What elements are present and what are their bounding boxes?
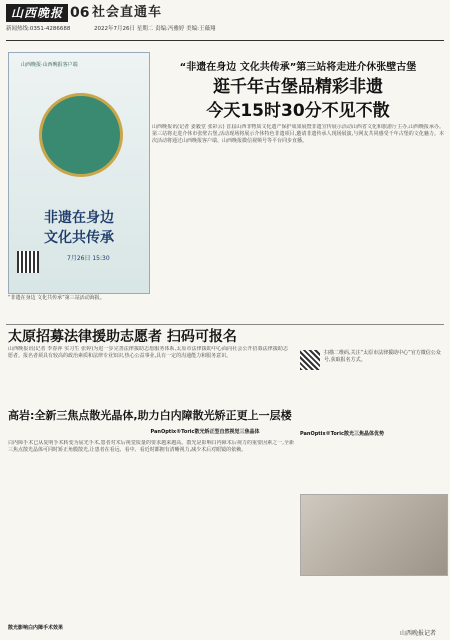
headline-line-1: 逛千年古堡品精彩非遗 bbox=[213, 77, 383, 97]
footer-credit: 山西晚报记者 bbox=[400, 630, 437, 637]
subhead-astigmatism: 散光影响白内障手术效果 bbox=[8, 625, 64, 631]
qr-code-icon bbox=[17, 251, 39, 273]
page-number: 06 bbox=[70, 5, 90, 21]
newspaper-logo: 山西晚报 bbox=[6, 4, 68, 22]
masthead bbox=[6, 4, 446, 40]
event-poster bbox=[8, 52, 150, 294]
top-story-body: 山西晚报讯(记者 姜毅堂 张彩云) 首届山西非物质文化遗产保护成果展暨非遗宣传展示活动山西省文化和旅游厅主办,山西晚报承办。第三站将走进介休市张壁古堡,活动现场将展示介休特色非遗项目,邀请非遗传承人现场展演,与网友共同感受千年古堡的文化魅力。本次活动将通过山西晚报客户端、山西晚报微信视频号等平台同步直播。 bbox=[152, 124, 444, 144]
doctor-photo bbox=[300, 494, 448, 576]
second-headline: 太原招募法律援助志愿者 扫码可报名 bbox=[8, 329, 237, 345]
qr-code-icon bbox=[300, 350, 320, 370]
heritage-emblem-icon bbox=[39, 93, 123, 177]
story-kicker: “非遗在身边 文化共传承”第三站将走进介休张壁古堡 bbox=[179, 62, 417, 73]
second-story-body: 山西晚报讯(记者 李春萍 实习生 张婷)为进一步完善法律援助志愿服务体系,太原市法律援助中心面向社会公开招募法律援助志愿者。报名者须具有较高的政治素质和法律专业知识,热心公益事业,具有一定的沟通能力和服务意识。 bbox=[8, 346, 288, 359]
news-hotline: 新闻热线:0351-4286688 bbox=[6, 26, 71, 32]
third-headline: 高岩:全新三焦点散光晶体,助力白内障散光矫正更上一层楼 bbox=[8, 409, 292, 422]
subhead-advantages: PanOptix®Toric散光三焦晶体优势 bbox=[300, 431, 384, 437]
poster-date: 7月26日 15:30 bbox=[67, 255, 110, 262]
headline-line-2: 今天15时30分不见不散 bbox=[206, 101, 390, 121]
poster-caption: “非遗在身边 文化共传承”第三站活动海报。 bbox=[8, 295, 105, 301]
poster-title: 山西晚报·山西晚报客户端 bbox=[21, 62, 78, 68]
section-divider bbox=[6, 324, 444, 325]
poster-slogan-line-2: 文化共传承 bbox=[44, 230, 114, 246]
subhead-lens: PanOptix®Toric散光矫正型自然视觉三焦晶体 bbox=[150, 429, 260, 435]
dateline: 2022年7月26日 星期二 责编:冯雅婷 美编:王薇翔 bbox=[94, 26, 216, 32]
section-title: 社会直通车 bbox=[92, 5, 163, 20]
qr-instruction: 扫描二维码,关注“太原市法律援助中心”官方微信公众号,获取报名方式。 bbox=[324, 350, 441, 363]
poster-slogan-line-1: 非遗在身边 bbox=[44, 210, 114, 226]
masthead-divider bbox=[6, 40, 444, 41]
third-story-body: 白内障手术已从复明手术转变为屈光手术,患者对术后视觉质量的要求越来越高。散光是影响白内障术后视力的重要因素之一,全新三焦点散光晶体可同时矫正角膜散光,让患者在看远、看中、看近时都拥有清晰视力,减少术后对眼镜的依赖。 bbox=[8, 440, 294, 453]
